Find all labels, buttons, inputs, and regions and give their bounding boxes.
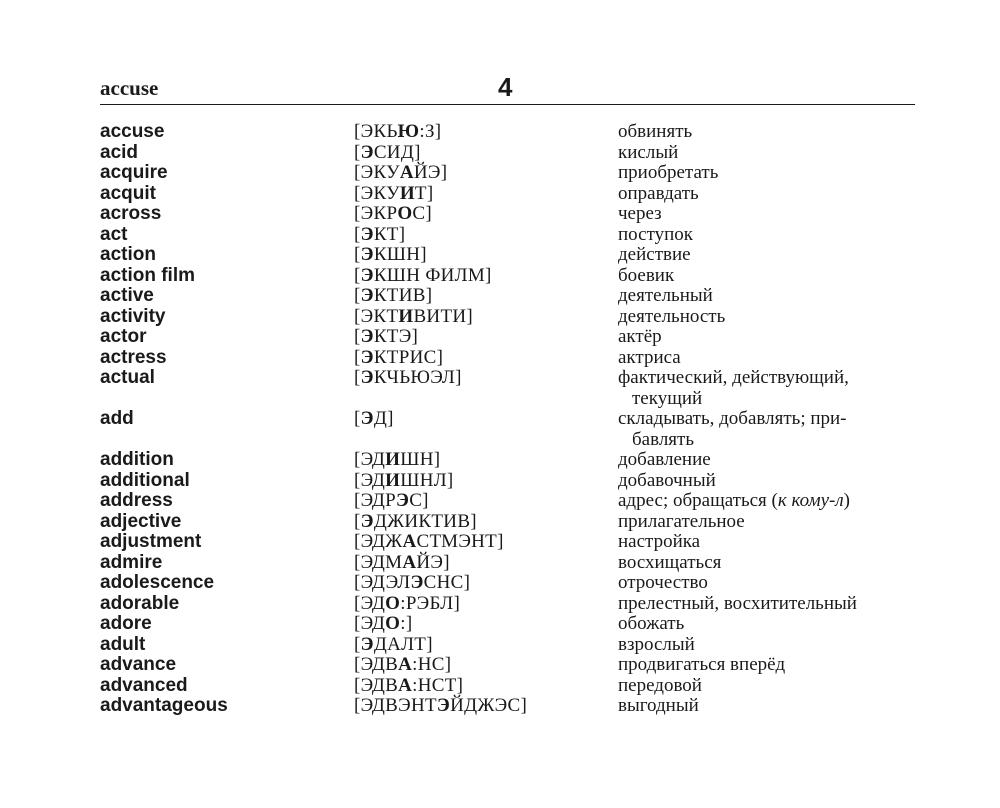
headword: advanced — [100, 674, 188, 696]
entry-row — [100, 225, 915, 246]
transcription-part: ШН] — [400, 449, 441, 470]
entry-row — [100, 471, 915, 492]
translation-text: продвигаться вперёд — [618, 654, 786, 675]
transcription — [354, 286, 432, 307]
stressed-vowel: Э — [360, 285, 374, 306]
transcription-part: ДАЛТ] — [373, 633, 433, 655]
stressed-vowel: О — [385, 592, 401, 614]
translation — [618, 676, 915, 697]
headword: activity — [100, 305, 166, 327]
translation — [618, 307, 915, 328]
transcription-part: ЙЭ] — [416, 551, 450, 573]
entry-row — [100, 676, 915, 697]
translation-text: ) — [843, 490, 850, 511]
transcription-part: Т] — [414, 182, 434, 204]
transcription-part: ШНЛ] — [400, 469, 454, 491]
translation-text: выгодный — [618, 695, 699, 716]
translation — [618, 143, 915, 164]
headword: active — [100, 285, 154, 306]
translation-text: передовой — [618, 674, 702, 696]
translation-text: фактический, действующий, — [618, 367, 849, 388]
transcription — [354, 245, 427, 266]
entry-row — [100, 553, 915, 574]
transcription-part: ДЖИКТИВ] — [373, 510, 477, 532]
stressed-vowel: Э — [410, 572, 424, 593]
headword: actress — [100, 346, 167, 368]
transcription — [354, 204, 432, 225]
translation — [618, 450, 915, 471]
stressed-vowel: А — [398, 654, 413, 675]
headword: action — [100, 244, 156, 265]
translation — [618, 163, 915, 184]
transcription-part: :] — [400, 613, 413, 634]
transcription-part: [ — [354, 244, 361, 265]
translation — [618, 512, 915, 533]
stressed-vowel: И — [398, 305, 414, 327]
transcription — [354, 184, 433, 205]
headword: across — [100, 203, 162, 224]
entry-row — [100, 286, 915, 307]
transcription-part: КТ] — [373, 223, 406, 245]
stressed-vowel: Ю — [397, 121, 420, 142]
stressed-vowel: О — [397, 203, 413, 224]
entry-row — [100, 594, 915, 615]
transcription-part: [ЭД — [354, 449, 386, 470]
transcription-part: [ЭД — [354, 613, 386, 634]
entry-row — [100, 655, 915, 676]
translation-continuation: текущий — [632, 387, 703, 409]
headword: adolescence — [100, 572, 215, 593]
entry-list — [100, 122, 915, 717]
transcription-part: С] — [409, 490, 429, 511]
stressed-vowel: Э — [360, 264, 374, 286]
translation — [618, 471, 915, 492]
translation — [618, 532, 915, 553]
headword: adjustment — [100, 531, 202, 552]
transcription-part: ВИТИ] — [413, 305, 474, 327]
entry-row — [100, 245, 915, 266]
transcription-part: [ЭДР — [354, 490, 397, 511]
translation — [618, 635, 915, 656]
headword: addition — [100, 449, 174, 470]
entry-row — [100, 532, 915, 553]
headword: act — [100, 223, 128, 245]
transcription — [354, 553, 450, 574]
entry-row — [100, 327, 915, 348]
transcription-part: КТЭ] — [373, 326, 419, 347]
headword: acquire — [100, 162, 168, 183]
entry-row — [100, 143, 915, 164]
transcription — [354, 450, 440, 471]
transcription-part: :РЭБЛ] — [400, 592, 461, 614]
translation — [618, 122, 915, 143]
headword: adjective — [100, 510, 182, 532]
transcription-part: [ЭДМ — [354, 551, 403, 573]
translation-text: деятельность — [618, 305, 726, 327]
translation — [618, 266, 915, 287]
page-header — [100, 70, 915, 105]
stressed-vowel: И — [385, 449, 401, 470]
translation-text: актриса — [618, 346, 681, 368]
translation — [618, 614, 915, 635]
transcription-part: [ — [354, 510, 361, 532]
translation-text: оправдать — [618, 182, 699, 204]
translation-text: прилагательное — [618, 510, 745, 532]
transcription-part: [ЭКР — [354, 203, 398, 224]
transcription-part: [ЭД — [354, 469, 386, 491]
transcription-part: [ — [354, 633, 361, 655]
stressed-vowel: И — [385, 469, 401, 491]
translation-text: складывать, добавлять; при- — [618, 408, 847, 429]
translation-text: через — [618, 203, 662, 224]
transcription-part: [ЭДЭЛ — [354, 572, 411, 593]
translation — [618, 204, 915, 225]
translation — [618, 491, 915, 512]
stressed-vowel: И — [399, 182, 415, 204]
translation — [618, 553, 915, 574]
stressed-vowel: Э — [436, 695, 451, 716]
transcription-part: КТРИС] — [373, 346, 444, 368]
transcription-part: СНС] — [423, 572, 471, 593]
translation-text: кислый — [618, 141, 679, 163]
transcription-part: КШН] — [373, 244, 427, 265]
stressed-vowel: Э — [360, 510, 374, 532]
transcription-part: [ — [354, 141, 361, 163]
entry-row — [100, 614, 915, 635]
translation — [618, 327, 915, 348]
transcription-part: Д] — [373, 408, 394, 429]
headword: add — [100, 408, 134, 429]
headword: accuse — [100, 121, 165, 142]
entry-row — [100, 491, 915, 512]
transcription-part: ЙЭ] — [413, 162, 448, 183]
transcription-part: :З] — [419, 121, 442, 142]
headword: acid — [100, 141, 139, 163]
headword: action film — [100, 264, 196, 286]
translation — [618, 696, 915, 717]
translation-note: к кому-л — [777, 490, 844, 511]
translation-text: адрес; обращаться ( — [618, 490, 778, 511]
stressed-vowel: Э — [360, 367, 374, 388]
guide-word: accuse — [100, 76, 159, 100]
transcription — [354, 491, 429, 512]
translation — [618, 286, 915, 307]
stressed-vowel: А — [402, 531, 417, 552]
transcription — [354, 368, 462, 389]
transcription — [354, 655, 451, 676]
translation-text: взрослый — [618, 633, 695, 655]
transcription-part: СИД] — [373, 141, 421, 163]
translation-text: действие — [618, 244, 691, 265]
headword: adult — [100, 633, 146, 655]
transcription-part: [ЭДВЭНТ — [354, 695, 437, 716]
transcription-part: [ЭКУ — [354, 162, 400, 183]
stressed-vowel: Э — [360, 223, 374, 245]
transcription-part: [ — [354, 408, 361, 429]
stressed-vowel: Э — [360, 141, 374, 163]
entry-row — [100, 266, 915, 287]
stressed-vowel: Э — [360, 346, 374, 368]
transcription-part: [ЭКТ — [354, 305, 399, 327]
entry-row — [100, 368, 915, 409]
transcription — [354, 122, 441, 143]
transcription — [354, 348, 443, 369]
translation-text: отрочество — [618, 572, 708, 593]
translation-text: приобретать — [618, 162, 719, 183]
translation-text: актёр — [618, 326, 662, 347]
translation — [618, 368, 915, 409]
transcription — [354, 307, 473, 328]
transcription-part: [ЭДВ — [354, 654, 399, 675]
headword: actual — [100, 367, 155, 388]
stressed-vowel: А — [398, 674, 413, 696]
transcription — [354, 143, 421, 164]
entry-row — [100, 573, 915, 594]
transcription — [354, 696, 527, 717]
entry-row — [100, 307, 915, 328]
transcription — [354, 471, 454, 492]
entry-row — [100, 450, 915, 471]
stressed-vowel: А — [402, 551, 417, 573]
translation-continuation: бавлять — [632, 428, 695, 450]
translation — [618, 573, 915, 594]
transcription-part: СТМЭНТ] — [416, 531, 504, 552]
transcription-part: [ЭКУ — [354, 182, 400, 204]
entry-row — [100, 635, 915, 656]
transcription-part: С] — [412, 203, 433, 224]
translation — [618, 184, 915, 205]
stressed-vowel: Э — [360, 408, 374, 429]
stressed-vowel: Э — [360, 633, 374, 655]
page-number: 4 — [498, 72, 513, 102]
translation-text: настройка — [618, 531, 701, 552]
stressed-vowel: Э — [360, 244, 374, 265]
transcription-part: КШН ФИЛМ] — [373, 264, 492, 286]
transcription — [354, 532, 504, 553]
entry-row — [100, 696, 915, 717]
transcription-part: [ — [354, 285, 361, 306]
translation — [618, 655, 915, 676]
headword: additional — [100, 469, 190, 491]
transcription — [354, 327, 418, 348]
transcription-part: [ — [354, 367, 361, 388]
transcription-part: [ЭДЖ — [354, 531, 403, 552]
translation — [618, 594, 915, 615]
translation-text: обожать — [618, 613, 685, 634]
headword: adorable — [100, 592, 180, 614]
entry-row — [100, 204, 915, 225]
translation — [618, 225, 915, 246]
transcription-part: [ЭКЬ — [354, 121, 398, 142]
translation-text: боевик — [618, 264, 675, 286]
transcription-part: КЧЬЮЭЛ] — [373, 367, 462, 388]
headword: address — [100, 490, 173, 511]
entry-row — [100, 184, 915, 205]
transcription-part: [ — [354, 326, 361, 347]
entry-row — [100, 163, 915, 184]
transcription-part: [ — [354, 264, 361, 286]
translation-text: добавление — [618, 449, 711, 470]
stressed-vowel: А — [399, 162, 414, 183]
entry-row — [100, 348, 915, 369]
stressed-vowel: О — [385, 613, 401, 634]
transcription — [354, 614, 412, 635]
transcription — [354, 163, 447, 184]
transcription — [354, 512, 477, 533]
translation-text: обвинять — [618, 121, 693, 142]
translation-text: добавочный — [618, 469, 716, 491]
entry-row — [100, 122, 915, 143]
stressed-vowel: Э — [396, 490, 410, 511]
translation — [618, 245, 915, 266]
transcription — [354, 676, 463, 697]
translation — [618, 409, 915, 450]
transcription-part: [ЭДВ — [354, 674, 399, 696]
transcription-part: :НС] — [412, 654, 452, 675]
entry-row — [100, 512, 915, 533]
transcription-part: :НСТ] — [412, 674, 464, 696]
headword: actor — [100, 326, 147, 347]
transcription-part: КТИВ] — [373, 285, 433, 306]
transcription-part: [ЭД — [354, 592, 386, 614]
headword: advantageous — [100, 695, 228, 716]
translation-text: восхищаться — [618, 551, 722, 573]
headword: adore — [100, 613, 152, 634]
headword: advance — [100, 654, 177, 675]
transcription — [354, 573, 470, 594]
transcription — [354, 635, 433, 656]
headword: admire — [100, 551, 163, 573]
translation-text: деятельный — [618, 285, 713, 306]
transcription — [354, 225, 405, 246]
stressed-vowel: Э — [360, 326, 374, 347]
transcription — [354, 266, 492, 287]
transcription-part: [ — [354, 223, 361, 245]
entry-row — [100, 409, 915, 450]
translation-text: прелестный, восхитительный — [618, 592, 857, 614]
translation — [618, 348, 915, 369]
transcription — [354, 594, 460, 615]
transcription-part: [ — [354, 346, 361, 368]
transcription — [354, 409, 394, 430]
headword: acquit — [100, 182, 156, 204]
transcription-part: ЙДЖЭС] — [450, 695, 528, 716]
translation-text: поступок — [618, 223, 694, 245]
